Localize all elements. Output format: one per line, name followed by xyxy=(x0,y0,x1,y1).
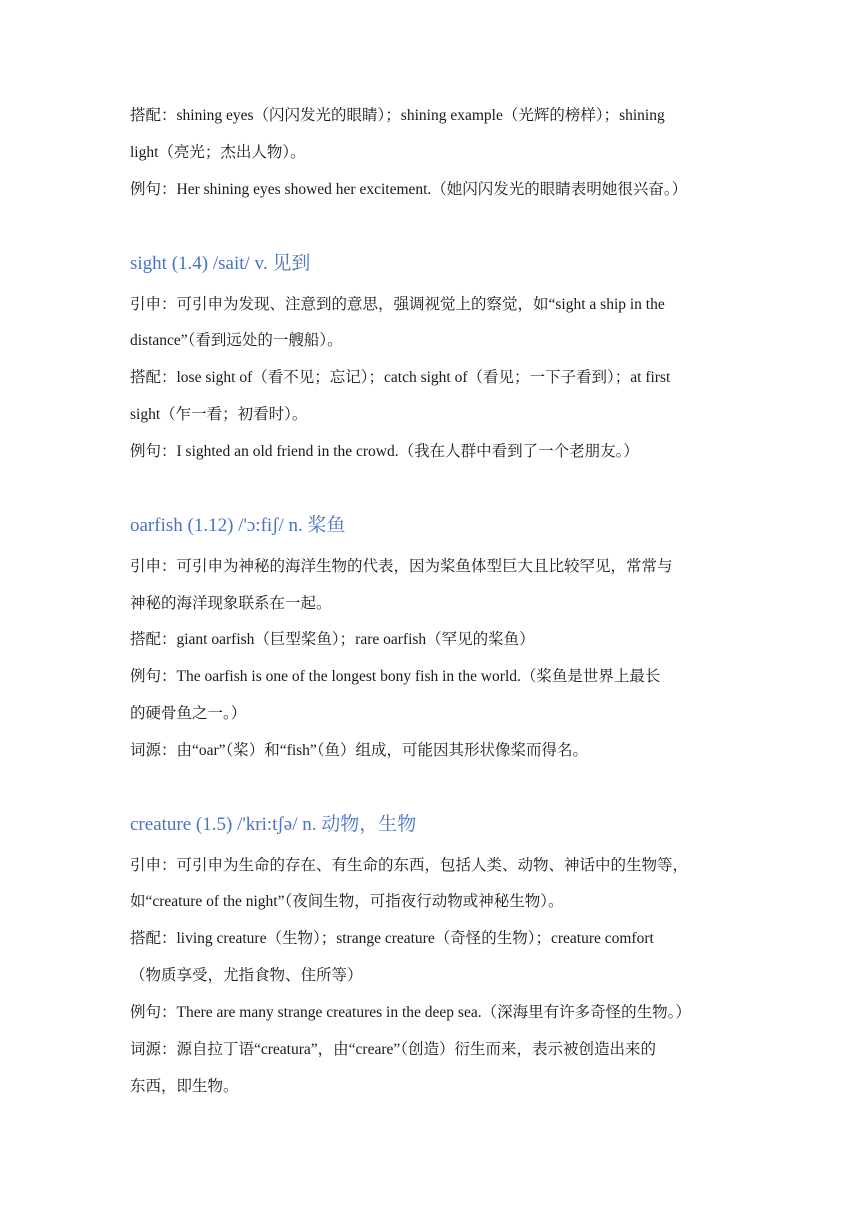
shining-collocation-line-2: light（亮光；杰出人物）。 xyxy=(130,144,306,161)
sight-collocation-line-2: sight（乍一看；初看时）。 xyxy=(130,406,308,423)
sight-extension-line-1: 引申：可引申为发现、注意到的意思，强调视觉上的察觉，如“sight a ship in the xyxy=(130,296,665,313)
oarfish-example-line-2: 的硬骨鱼之一。） xyxy=(130,705,247,722)
creature-example-line: 例句：There are many strange creatures in the deep sea.（深海里有许多奇怪的生物。） xyxy=(130,1004,691,1021)
creature-etymology-line-1: 词源：源自拉丁语“creatura”，由“creare”（创造）衍生而来，表示被创造出来的 xyxy=(130,1041,657,1058)
sight-example-line: 例句：I sighted an old friend in the crowd.（我在人群中看到了一个老朋友。） xyxy=(130,443,639,460)
oarfish-etymology-line: 词源：由“oar”（桨）和“fish”（鱼）组成，可能因其形状像桨而得名。 xyxy=(130,742,589,759)
creature-extension-line-1: 引申：可引申为生命的存在、有生命的东西，包括人类、动物、神话中的生物等， xyxy=(130,857,689,874)
entry-heading-sight: sight (1.4) /sait/ v. 见到 xyxy=(130,253,311,274)
oarfish-extension-line-1: 引申：可引申为神秘的海洋生物的代表，因为桨鱼体型巨大且比较罕见，常常与 xyxy=(130,558,673,575)
creature-collocation-line-1: 搭配：living creature（生物）；strange creature（奇怪的生物）；creature comfort xyxy=(130,930,654,947)
creature-etymology-line-2: 东西，即生物。 xyxy=(130,1078,239,1095)
creature-collocation-line-2: （物质享受，尤指食物、住所等） xyxy=(130,967,363,984)
entry-heading-oarfish: oarfish (1.12) /'ɔ:fiʃ/ n. 桨鱼 xyxy=(130,515,346,536)
sight-collocation-line-1: 搭配：lose sight of（看不见；忘记）；catch sight of（看见；一下子看到）；at first xyxy=(130,369,671,386)
shining-example-line: 例句：Her shining eyes showed her excitement.（她闪闪发光的眼睛表明她很兴奋。） xyxy=(130,181,688,198)
oarfish-extension-line-2: 神秘的海洋现象联系在一起。 xyxy=(130,595,332,612)
sight-extension-line-2: distance”（看到远处的一艘船）。 xyxy=(130,332,343,349)
creature-extension-line-2: 如“creature of the night”（夜间生物，可指夜行动物或神秘生物）。 xyxy=(130,893,564,910)
entry-heading-creature: creature (1.5) /'kri:tʃə/ n. 动物，生物 xyxy=(130,814,417,835)
oarfish-example-line-1: 例句：The oarfish is one of the longest bony fish in the world.（桨鱼是世界上最长 xyxy=(130,668,661,685)
oarfish-collocation-line: 搭配：giant oarfish（巨型桨鱼）；rare oarfish（罕见的桨鱼） xyxy=(130,631,535,648)
shining-collocation-line-1: 搭配：shining eyes（闪闪发光的眼睛）；shining example（光辉的榜样）；shining xyxy=(130,107,665,124)
